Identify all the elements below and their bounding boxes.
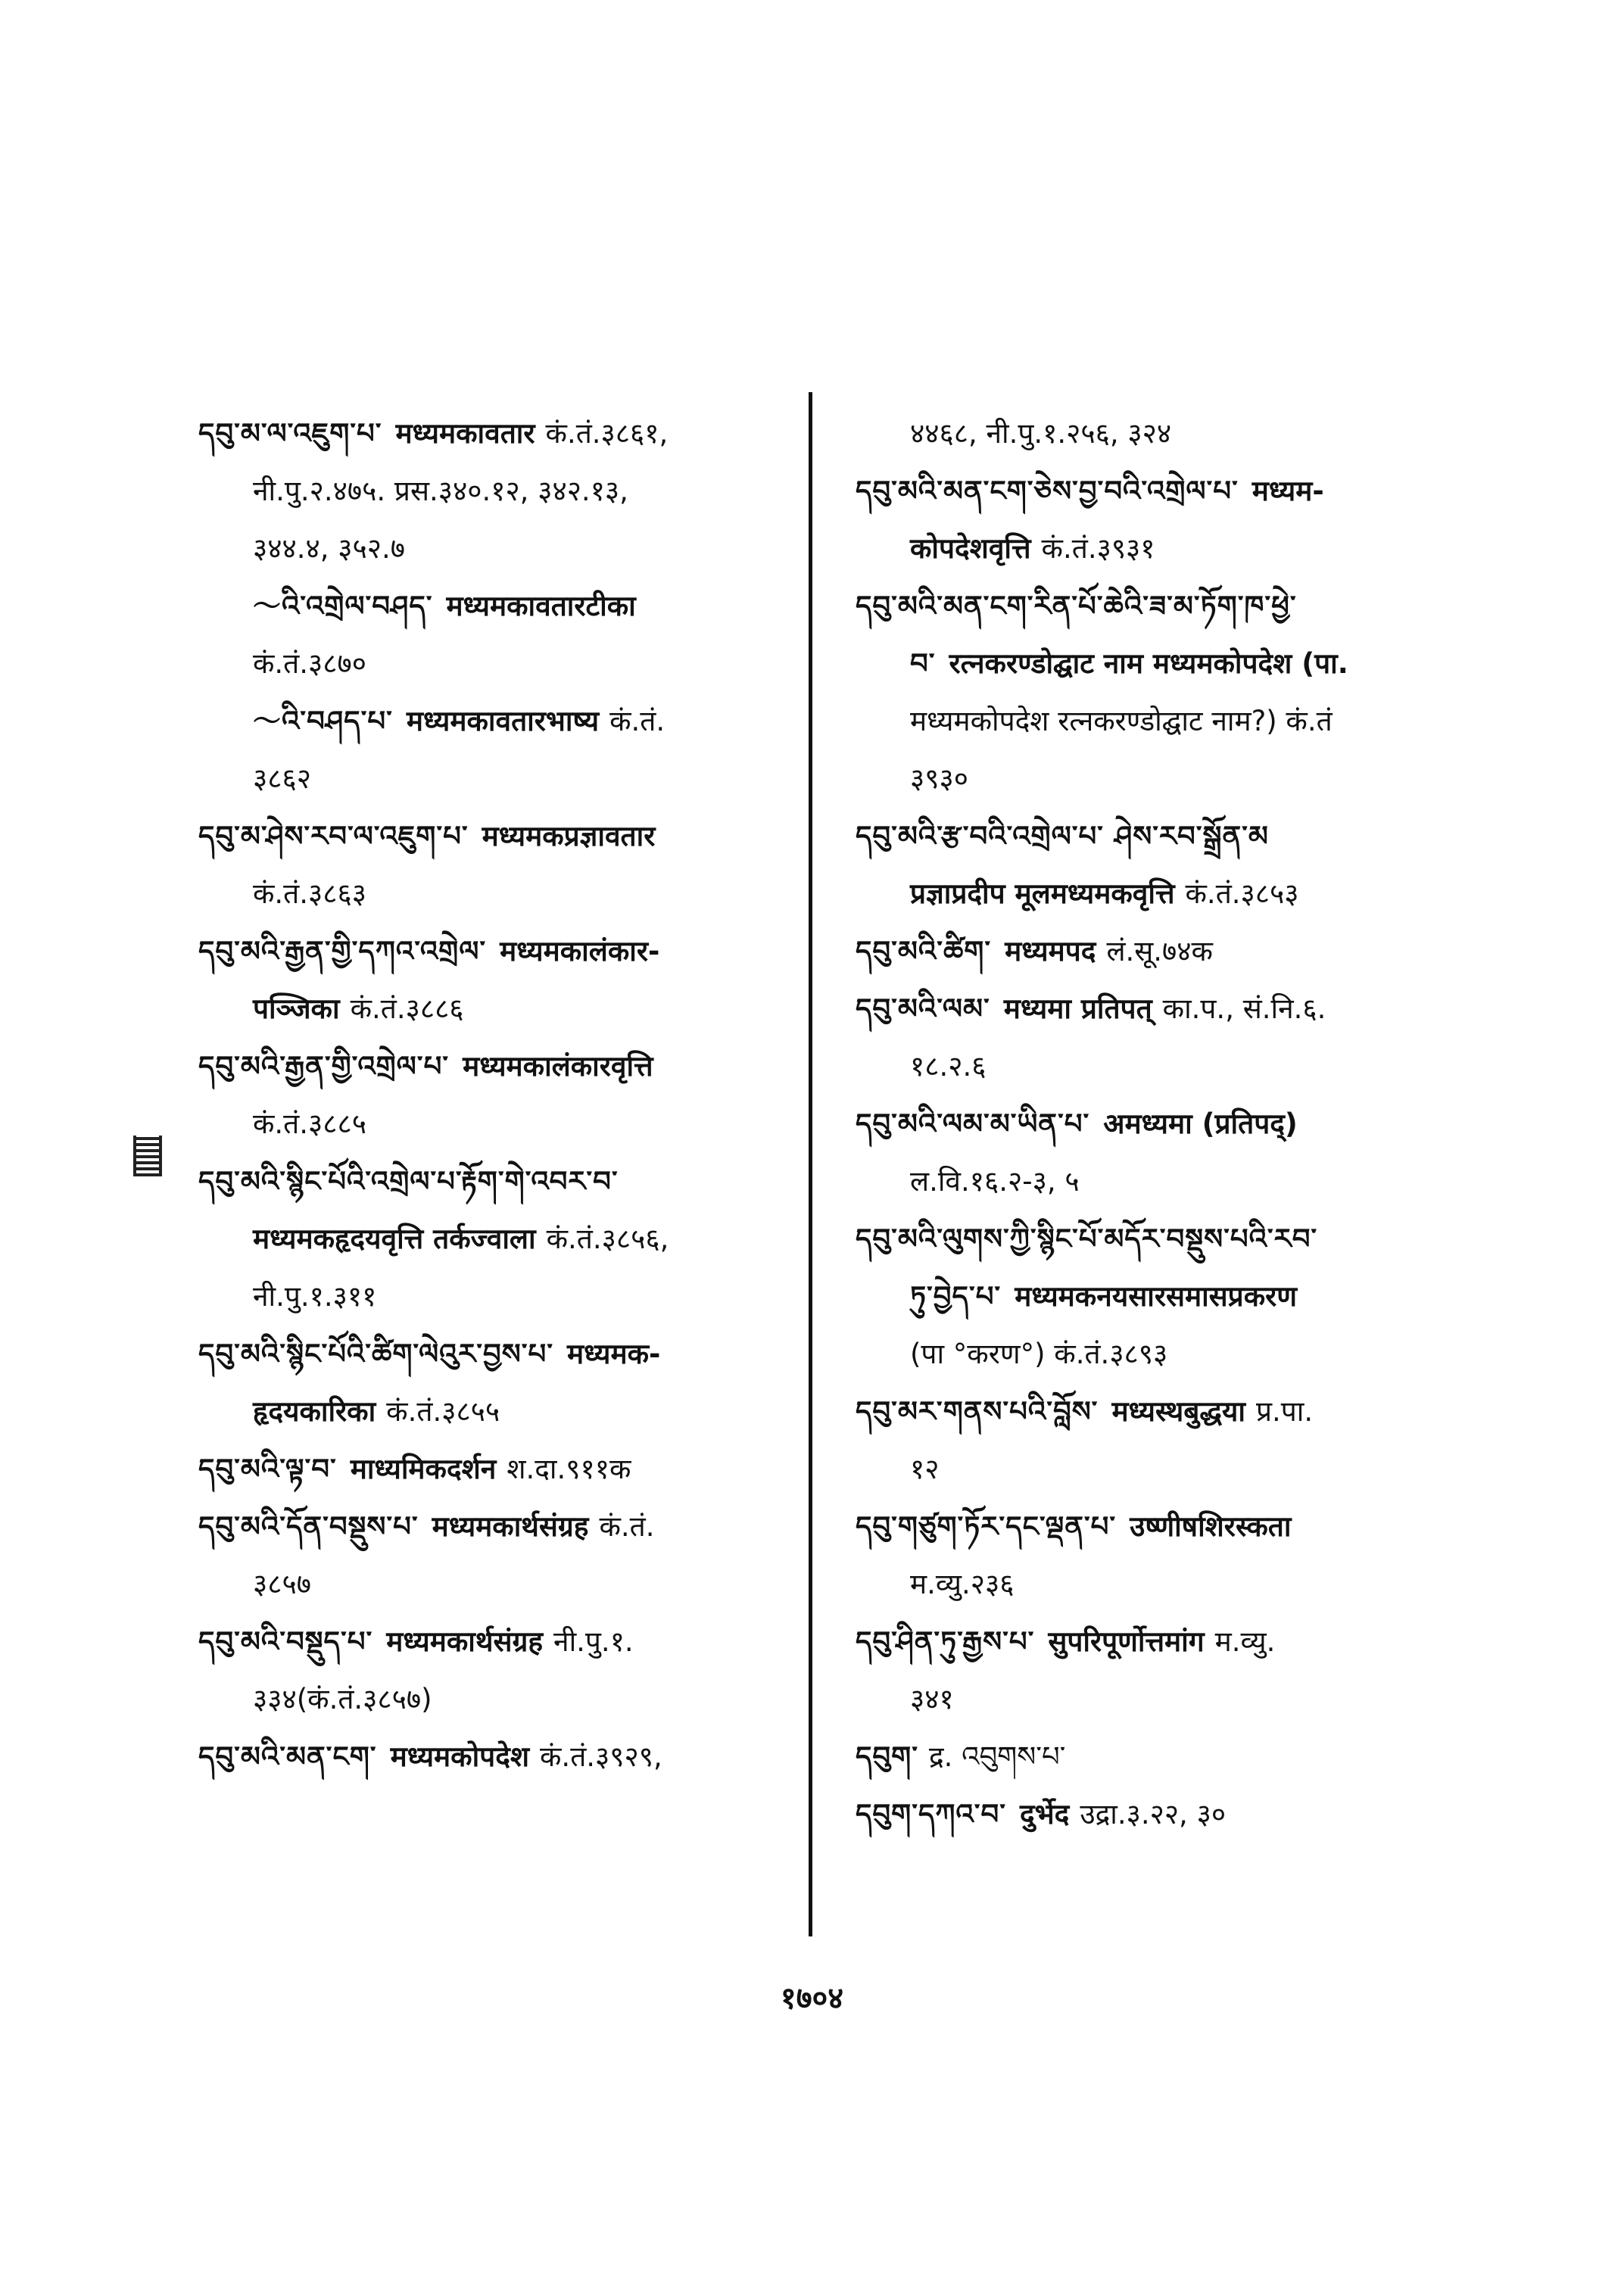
column-divider (809, 392, 812, 1936)
tibetan-headword: དབུ་མའི་དོན་བསྡུས་པ་ (198, 1510, 419, 1543)
source-reference: कं.तं.३८६१, (545, 417, 669, 450)
entry-line (198, 1556, 796, 1613)
sanskrit-equivalent: मध्यमकालंकारवृत्ति (463, 1050, 653, 1083)
tibetan-headword: ～འི་འགྲེལ་བཤད་ (253, 590, 433, 622)
tibetan-headword: དབུ་གཙུག་ཏོར་དང་ལྡན་པ་ (856, 1510, 1117, 1543)
dictionary-entry (198, 1613, 796, 1728)
source-reference: ल.वि.१६.२-३, ५ (910, 1165, 1080, 1198)
source-reference: कं.तं. (609, 705, 665, 737)
source-reference: कं.तं.३९३१ (1041, 532, 1155, 565)
dictionary-entry (856, 1383, 1454, 1498)
sanskrit-equivalent: मध्यमा प्रतिपत् (1003, 992, 1152, 1025)
dictionary-entry (198, 923, 796, 1038)
entry-line (198, 405, 796, 463)
entry-line (856, 923, 1454, 980)
source-reference: कं.तं.३८५६, (546, 1223, 669, 1255)
dictionary-entry (856, 1786, 1454, 1843)
tibetan-headword: དབུ་མའི་རྒྱན་གྱི་འགྲེལ་པ་ (198, 1050, 450, 1083)
sanskrit-equivalent: मध्यमकार्थसंग्रह (386, 1625, 544, 1658)
entry-line (856, 808, 1454, 865)
page-number: १७०४ (780, 1981, 844, 2016)
entry-line (198, 1671, 796, 1728)
sanskrit-equivalent: कोपदेशवृत्ति (910, 532, 1031, 565)
entry-line (856, 405, 1454, 463)
dictionary-entry (856, 1498, 1454, 1613)
entry-line (198, 1095, 796, 1153)
sanskrit-equivalent: मध्यमकावतार (395, 417, 535, 450)
tibetan-headword: དབུ་མའི་ལམ་མ་ཡིན་པ་ (856, 1108, 1090, 1140)
entry-line (856, 1153, 1454, 1210)
sanskrit-equivalent: अमध्यमा (प्रतिपद्) (1103, 1108, 1298, 1140)
dictionary-entry (198, 1153, 796, 1326)
dictionary-entry (198, 1498, 796, 1613)
source-reference: ३९३० (910, 762, 968, 795)
tibetan-headword: དབུ་མའི་ལམ་ (856, 992, 990, 1025)
source-reference: कं.तं.३८५३ (1185, 877, 1299, 910)
source-reference: का.प., सं.नि.६. (1162, 992, 1326, 1025)
source-reference: उद्रा.३.२२, ३० (1080, 1798, 1227, 1830)
sanskrit-equivalent: मध्यम- (1252, 475, 1324, 507)
tibetan-headword: དབུ་མའི་ལུགས་ཀྱི་སྙིང་པོ་མདོར་བསྡུས་པའི་རབ་ (856, 1223, 1318, 1255)
source-reference: ४४६८, नी.पु.१.२५६, ३२४ (910, 417, 1172, 450)
sanskrit-equivalent: पञ्जिका (253, 992, 340, 1025)
tibetan-headword: དབུ་མར་གནས་པའི་བློས་ (856, 1395, 1099, 1428)
entry-line (856, 1210, 1454, 1268)
entry-line (856, 1556, 1454, 1613)
tibetan-headword: དབུ་མའི་ལྟ་བ་ (198, 1453, 337, 1485)
left-column (198, 405, 796, 1786)
dictionary-entry (198, 1326, 796, 1441)
tibetan-headword: དབུ་མ་ཤེས་རབ་ལ་འཇུག་པ་ (198, 820, 469, 852)
entry-line (198, 1441, 796, 1498)
dictionary-entry (856, 405, 1454, 463)
source-reference: कं.तं.३८६३ (253, 877, 366, 910)
tibetan-headword: དབུ་མའི་མན་ངག་རིན་པོ་ཆེའི་ཟ་མ་ཏོག་ཁ་ཕྱེ་ (856, 590, 1297, 622)
entry-line (856, 578, 1454, 635)
entry-line (856, 1268, 1454, 1326)
dictionary-entry (856, 1095, 1454, 1210)
tibetan-headword: དབུ་མའི་སྙིང་པོའི་འགྲེལ་པ་རྟོག་གེ་འབར་བ་ (198, 1165, 619, 1198)
source-reference: श.दा.९११क (507, 1453, 631, 1485)
dictionary-entry (198, 808, 796, 923)
tibetan-headword: དབུ་མའི་བསྡུད་པ་ (198, 1625, 373, 1658)
sanskrit-equivalent: मध्यमपद (1005, 935, 1096, 967)
tibetan-headword: བ་ (910, 647, 936, 680)
entry-line (856, 1671, 1454, 1728)
entry-line (856, 980, 1454, 1038)
entry-line (856, 750, 1454, 808)
right-column (856, 405, 1454, 1843)
entry-line (856, 865, 1454, 923)
sanskrit-equivalent: माध्यमिकदर्शन (350, 1453, 497, 1485)
tibetan-headword: དབུ་མའི་སྙིང་པོའི་ཚིག་ལེའུར་བྱས་པ་ (198, 1338, 553, 1370)
entry-line (856, 1441, 1454, 1498)
entry-line (198, 578, 796, 635)
dictionary-entry (856, 808, 1454, 923)
sanskrit-equivalent: मध्यमकार्थसंग्रह (432, 1510, 589, 1543)
entry-line (856, 1728, 1454, 1786)
source-reference: (पा °करण°) कं.तं.३८९३ (910, 1338, 1168, 1370)
source-reference: कं.तं.३८५५ (386, 1395, 500, 1428)
sanskrit-equivalent: मध्यमकावतारटीका (446, 590, 636, 622)
dictionary-entry (198, 578, 796, 693)
entry-line (856, 1786, 1454, 1843)
entry-line (198, 463, 796, 520)
entry-line (198, 1038, 796, 1095)
entry-line (198, 750, 796, 808)
entry-line (198, 1728, 796, 1786)
entry-line (198, 808, 796, 865)
sanskrit-equivalent: मध्यमकहृदयवृत्ति तर्कज्वाला (253, 1223, 536, 1255)
tibetan-headword: དབུ་མ་ལ་འཇུག་པ་ (198, 417, 382, 450)
dictionary-entry (856, 1210, 1454, 1383)
tibetan-headword: ཏུ་བྱེད་པ་ (910, 1280, 1002, 1313)
source-reference: ३८५७ (253, 1568, 311, 1600)
entry-line (856, 1326, 1454, 1383)
sanskrit-equivalent: हृदयकारिका (253, 1395, 376, 1428)
entry-line (198, 1153, 796, 1210)
source-reference: कं.तं.३९२९, (540, 1740, 662, 1773)
dictionary-entry (856, 1613, 1454, 1728)
entry-line (198, 923, 796, 980)
source-reference: नी.पु.१.३११ (253, 1280, 377, 1313)
dictionary-entry (856, 1728, 1454, 1786)
sanskrit-equivalent: उष्णीषशिरस्कता (1130, 1510, 1292, 1543)
source-reference: म.व्यु. (1214, 1625, 1276, 1658)
source-reference: १८.२.६ (910, 1050, 987, 1083)
source-reference: नी.पु.१. (553, 1625, 634, 1658)
tibetan-headword: དབུ་མའི་རྩ་བའི་འགྲེལ་པ་ ཤེས་རབ་སྒྲོན་མ (856, 820, 1269, 852)
entry-line (198, 1383, 796, 1441)
dictionary-entry (198, 405, 796, 578)
source-reference: कं.तं.३८८६ (350, 992, 464, 1025)
source-reference: नी.पु.२.४७५. प्रस.३४०.१२, ३४२.१३, (253, 475, 628, 507)
entry-line (198, 693, 796, 750)
source-reference: कं.तं. (599, 1510, 655, 1543)
entry-line (856, 1095, 1454, 1153)
source-reference: कं.तं.३८७० (253, 647, 366, 680)
tibetan-headword: དབུ་མའི་མན་ངག་ཅེས་བྱ་བའི་འགྲེལ་པ་ (856, 475, 1239, 507)
tibetan-headword: དབུ་མའི་རྒྱན་གྱི་དཀའ་འགྲེལ་ (198, 935, 487, 967)
entry-line (198, 635, 796, 693)
entry-line (856, 520, 1454, 578)
dictionary-entry (198, 693, 796, 808)
entry-line (856, 693, 1454, 750)
tibetan-headword: དབུག་ (856, 1740, 918, 1773)
entry-line (856, 1613, 1454, 1671)
dictionary-entry (856, 980, 1454, 1095)
source-reference: मध्यमकोपदेश रत्नकरण्डोद्घाट नाम?) कं.तं (910, 705, 1333, 737)
source-reference: म.व्यु.२३६ (910, 1568, 1015, 1600)
sanskrit-equivalent: मध्यमकालंकार- (500, 935, 660, 967)
sanskrit-equivalent: मध्यमकप्रज्ञावतार (482, 820, 656, 852)
entry-line (198, 520, 796, 578)
dictionary-entry (198, 1728, 796, 1786)
sanskrit-equivalent: प्रज्ञाप्रदीप मूलमध्यमकवृत्ति (910, 877, 1175, 910)
sanskrit-equivalent: मध्यस्थबुद्धया (1111, 1395, 1245, 1428)
entry-line (856, 1383, 1454, 1441)
source-reference: लं.सू.७४क (1106, 935, 1213, 967)
source-reference: कं.तं.३८८५ (253, 1108, 366, 1140)
entry-line (198, 1613, 796, 1671)
dictionary-entry (198, 1441, 796, 1498)
entry-line (198, 980, 796, 1038)
entry-line (856, 463, 1454, 520)
entry-line (198, 1498, 796, 1556)
sanskrit-equivalent: मध्यमकोपदेश (390, 1740, 530, 1773)
tibetan-headword: ～འི་བཤད་པ་ (253, 705, 393, 737)
source-reference: १२ (910, 1453, 940, 1485)
entry-line (198, 1326, 796, 1383)
tibetan-headword: དབུ་མའི་ཚིག་ (856, 935, 992, 967)
entry-line (198, 865, 796, 923)
tibetan-headword: དབུ་མའི་མན་ངག་ (198, 1740, 377, 1773)
margin-marker (133, 1136, 162, 1176)
tibetan-headword: དབུ་ཤིན་ཏུ་རྒྱས་པ་ (856, 1625, 1035, 1658)
entry-line (856, 1498, 1454, 1556)
sanskrit-equivalent: रत्नकरण्डोद्घाट नाम मध्यमकोपदेश (पा. (949, 647, 1348, 680)
entry-line (856, 1038, 1454, 1095)
sanskrit-equivalent: मध्यमक- (567, 1338, 661, 1370)
sanskrit-equivalent: मध्यमकावतारभाष्य (406, 705, 600, 737)
entry-line (856, 635, 1454, 693)
entry-line (198, 1210, 796, 1268)
source-reference: प्र.पा. (1255, 1395, 1314, 1428)
source-reference: ३४१ (910, 1683, 954, 1715)
source-reference: ३४४.४, ३५२.७ (253, 532, 405, 565)
source-reference: ३८६२ (253, 762, 311, 795)
entry-line (198, 1268, 796, 1326)
sanskrit-equivalent: दुर्भेद (1020, 1798, 1070, 1830)
source-reference: द्र. འབུགས་པ་ (928, 1740, 1066, 1773)
source-reference: ३३४(कं.तं.३८५७) (253, 1683, 432, 1715)
sanskrit-equivalent: मध्यमकनयसारसमासप्रकरण (1015, 1280, 1298, 1313)
tibetan-headword: དབུག་དཀའ་བ་ (856, 1798, 1006, 1830)
dictionary-entry (198, 1038, 796, 1153)
dictionary-entry (856, 463, 1454, 578)
dictionary-entry (856, 923, 1454, 980)
dictionary-entry (856, 578, 1454, 808)
sanskrit-equivalent: सुपरिपूर्णोत्तमांग (1048, 1625, 1205, 1658)
